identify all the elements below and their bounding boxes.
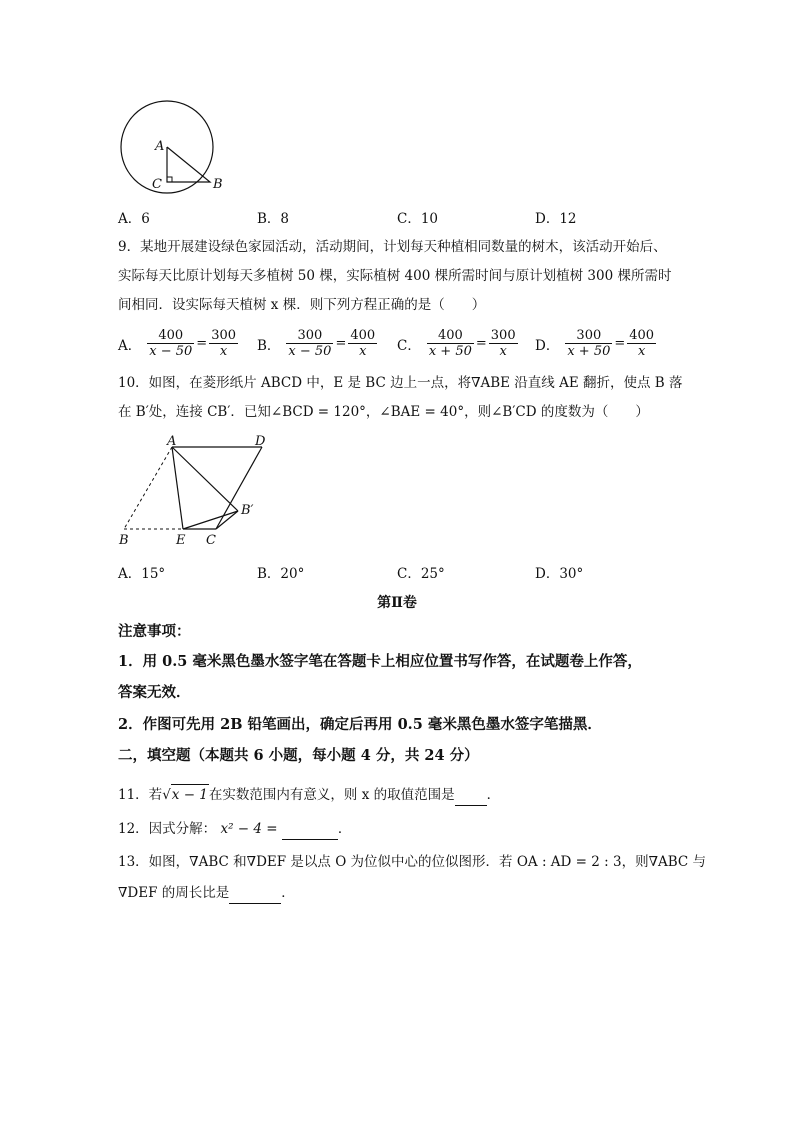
edge-ae [172,447,183,529]
right-triangle [167,147,210,182]
fraction-numerator: 400 [629,328,655,343]
q11 [118,784,500,806]
label-c: C [206,533,216,548]
fraction-denominator: x [359,344,367,359]
q10-option-b[interactable]: B．20° [257,566,305,582]
q13-end: ． [281,885,295,901]
q9-line-2: 实际每天比原计划每天多植树 50 棵，实际植树 400 棵所需时间与原计划植树 300 棵所需时 [118,268,672,284]
equals-sign: = [475,336,487,351]
q9-option-c-left-fraction [427,328,474,359]
q9-option-b-right-fraction [348,328,377,359]
notice-item-1-line-1: 1．用 0.5 毫米黑色墨水签字笔在答题卡上相应位置书写作答，在试题卷上作答， [118,653,642,670]
edge-ab [124,447,172,529]
q13-line-2 [118,883,295,904]
q10-line-2: 在 B′处，连接 CB′．已知∠BCD = 120°，∠BAE = 40°，则∠B′CD 的度数为（ ） [118,404,649,420]
label-c: C [152,177,162,192]
label-a: A [155,139,165,154]
q9-option-d[interactable] [535,328,656,359]
label-b: B [213,177,223,192]
q8-option-a[interactable]: A．6 [118,211,150,227]
q9-option-d-left-fraction [565,328,612,359]
section-title: 第Ⅱ卷 [377,595,417,611]
q8-option-d[interactable]: D．12 [535,211,577,227]
q10-option-a[interactable]: A．15° [118,566,166,582]
q9-option-d-label: D． [535,337,560,354]
q8-option-c[interactable]: C．10 [397,211,439,227]
q12-answer-blank[interactable] [282,819,338,840]
notice-heading: 注意事项： [118,623,191,640]
q9-option-a[interactable] [118,328,238,359]
edge-dc [216,447,262,529]
q9-option-b-left-fraction [286,328,333,359]
label-e: E [176,533,186,548]
label-a: A [167,434,177,449]
q9-line-3: 间相同．设实际每天植树 x 棵．则下列方程正确的是（ ） [118,297,486,313]
fraction-denominator: x + 50 [428,344,472,359]
q12-expression: x² − 4 = [220,821,278,837]
sqrt-sign: √ [162,787,171,803]
label-d: D [255,434,266,449]
q10-option-d[interactable]: D．30° [535,566,584,582]
fraction-denominator: x − 50 [288,344,332,359]
q9-option-c-right-fraction [489,328,518,359]
q11-suffix: 在实数范围内有意义，则 x 的取值范围是 [208,787,455,803]
q9-option-a-label: A． [118,337,142,354]
notice-item-1-line-2: 答案无效． [118,684,191,701]
edge-ab-prime [172,447,238,511]
fraction-denominator: x + 50 [567,344,611,359]
fraction-numerator: 400 [427,328,474,344]
notice-item-2: 2．作图可先用 2B 铅笔画出，确定后再用 0.5 毫米黑色墨水签字笔描黑． [118,716,602,733]
fraction-denominator: x [638,344,646,359]
q11-radicand: x − 1 [171,784,209,805]
fraction-numerator: 300 [490,328,516,343]
edge-eb-prime [183,511,238,529]
q13-answer-blank[interactable] [229,883,281,904]
rhombus-figure [112,432,282,550]
equals-sign: = [335,336,347,351]
q9-line-1: 9．某地开展建设绿色家园活动，活动期间，计划每天种植相同数量的树木，该活动开始后、 [118,239,667,255]
fraction-numerator: 300 [286,328,333,344]
q9-option-a-right-fraction [209,328,238,359]
q9-option-d-right-fraction [627,328,656,359]
fraction-denominator: x [499,344,507,359]
part-two-title: 二，填空题（本题共 6 小题，每小题 4 分，共 24 分） [118,747,479,764]
fraction-numerator: 400 [350,328,376,343]
circle-figure [110,95,230,200]
edge-cb-prime [216,511,238,529]
q12-prefix: 12．因式分解： [118,821,217,837]
q11-answer-blank[interactable] [455,785,487,806]
fraction-numerator: 400 [147,328,194,344]
q12 [118,819,351,840]
right-angle-mark [167,177,172,182]
q13-line-1: 13．如图，∇ABC 和∇DEF 是以点 O 为位似中心的位似图形．若 OA : AD = 2 : 3，则∇ABC 与 [118,854,707,870]
q9-option-a-left-fraction [147,328,194,359]
q11-end: ． [486,787,501,803]
q12-end: ． [337,821,352,837]
fraction-denominator: x − 50 [149,344,193,359]
q9-option-c[interactable] [397,328,518,359]
equals-sign: = [196,336,208,351]
q8-option-b[interactable]: B．8 [257,211,290,227]
q11-prefix: 11．若 [118,787,163,803]
label-b-prime: B′ [241,503,254,518]
fraction-numerator: 300 [211,328,237,343]
equals-sign: = [614,336,626,351]
label-b: B [119,533,129,548]
fraction-numerator: 300 [565,328,612,344]
q10-option-c[interactable]: C．25° [397,566,445,582]
q9-option-c-label: C． [397,337,421,354]
q10-line-1: 10．如图，在菱形纸片 ABCD 中，E 是 BC 边上一点，将∇ABE 沿直线 AE 翻折，使点 B 落 [118,375,683,391]
q9-option-b[interactable] [257,328,377,359]
q13-line-2-prefix: ∇DEF 的周长比是 [118,885,230,901]
q9-option-b-label: B． [257,337,281,354]
fraction-denominator: x [219,344,228,359]
